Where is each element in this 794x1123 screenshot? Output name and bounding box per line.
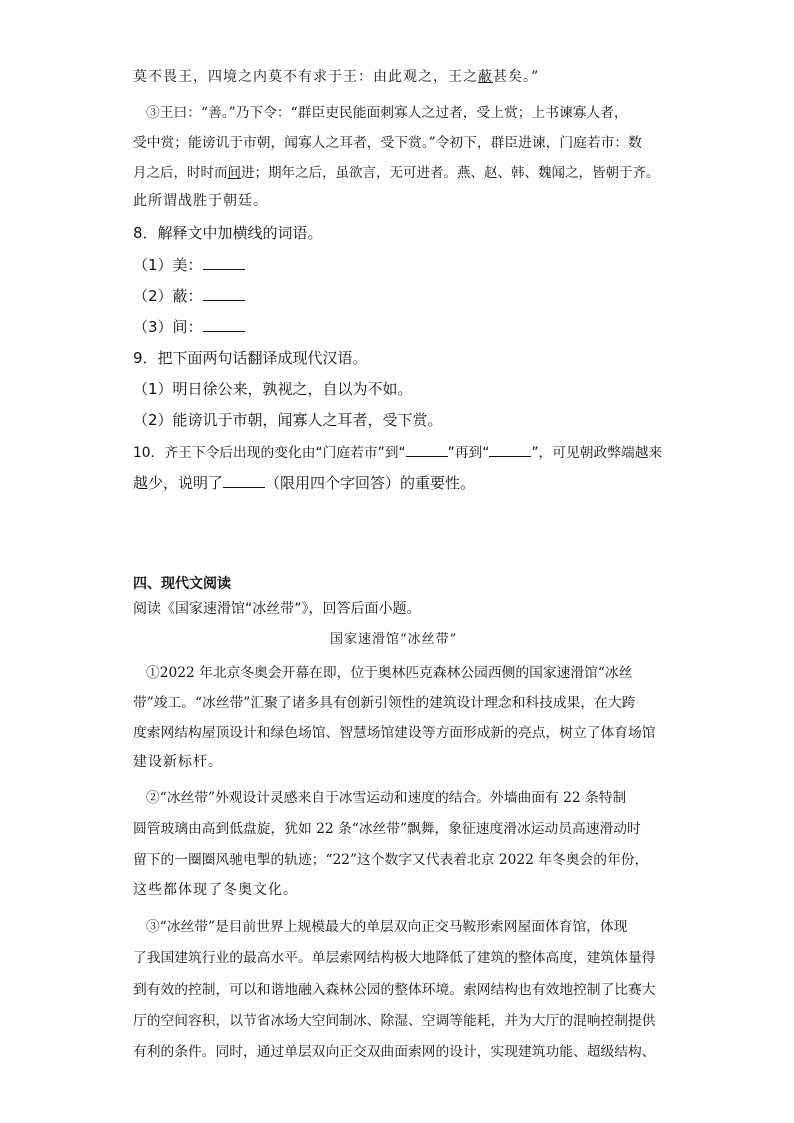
question-text: ”再到“ (447, 445, 490, 461)
question-10-line-1 (133, 441, 662, 461)
article-p3-line-1: ③“冰丝带”是目前世界上规模最大的单层双向正交马鞍形索网屋面体育馆，体现 (146, 919, 628, 935)
passage-line-4 (133, 161, 660, 181)
article-p2-line-4: 这些都体现了冬奥文化。 (133, 882, 298, 898)
passage-text: 进；期年之后，虽欲言，无可进者。燕、赵、韩、魏闻之，皆朝于齐。 (241, 165, 660, 181)
passage-line-3: 受中赏；能谤讥于市朝，闻寡人之耳者，受下赏。”令初下，群臣进谏，门庭若市：数 (133, 135, 642, 151)
passage-text: 甚矣。” (493, 69, 540, 85)
article-p2-line-3: 留下的一圈圈风驰电掣的轨迹；“22”这个数字又代表着北京 2022 年冬奥会的年份， (133, 852, 649, 868)
article-p2-line-2: 圆管玻璃由高到低盘旋，犹如 22 条“冰丝带”飘舞，象征速度滑冰运动员高速滑动时 (133, 821, 641, 837)
section-heading: 四、现代文阅读 (133, 576, 231, 592)
question-text: ”，可见朝政弊端越来 (531, 445, 663, 461)
passage-line-5: 此所谓战胜于朝廷。 (133, 193, 268, 209)
passage-text: 莫不畏王，四境之内莫不有求于王：由此观之，王之 (133, 69, 478, 85)
answer-blank[interactable] (203, 255, 245, 270)
item-label: （2）蔽： (133, 287, 203, 305)
passage-line-1 (133, 66, 539, 86)
article-p1-line-1: ①2022 年北京冬奥会开幕在即，位于奥林匹克森林公园西侧的国家速滑馆“冰丝 (146, 665, 633, 681)
passage-line-2: ③王曰：“善。”乃下令：“群臣吏民能面刺寡人之过者，受上赏；上书谏寡人者， (146, 105, 628, 121)
article-p3-line-2: 了我国建筑行业的最高水平。单层索网结构极大地降低了建筑的整体高度，建筑体量得 (133, 950, 656, 966)
answer-blank[interactable] (223, 473, 265, 488)
article-p3-line-5: 有利的条件。同时，通过单层双向正交双曲面索网的设计，实现建筑功能、超级结构、 (133, 1044, 656, 1060)
section-instruction: 阅读《国家速滑馆“冰丝带”》，回答后面小题。 (133, 601, 421, 617)
question-8-item-3 (133, 316, 245, 337)
item-label: （3）间： (133, 318, 203, 336)
article-p1-line-2: 带”竣工。“冰丝带”汇聚了诸多具有创新引领性的建筑设计理念和科技成果，在大跨 (133, 695, 636, 711)
passage-text: 月之后，时时而 (133, 165, 228, 181)
answer-blank[interactable] (406, 442, 448, 457)
question-9-item-2: （2）能谤讥于市朝，闻寡人之耳者，受下赏。 (133, 411, 443, 429)
question-8-stem: 8．解释文中加横线的词语。 (133, 224, 323, 242)
article-p3-line-3: 到有效的控制，可以和谐地融入森林公园的整体环境。索网结构也有效地控制了比赛大 (133, 982, 656, 998)
answer-blank[interactable] (203, 286, 245, 301)
article-p1-line-3: 度索网结构屋顶设计和绿色场馆、智慧场馆建设等方面形成新的亮点，树立了体育场馆 (133, 725, 656, 741)
article-p2-line-1: ②“冰丝带”外观设计灵感来自于冰雪运动和速度的结合。外墙曲面有 22 条特制 (146, 790, 627, 806)
question-text: 越少，说明了 (133, 474, 224, 492)
underlined-word-jian: 间 (227, 165, 241, 181)
answer-blank[interactable] (489, 442, 531, 457)
question-8-item-2 (133, 285, 245, 306)
question-9-stem: 9．把下面两句话翻译成现代汉语。 (133, 349, 368, 367)
question-8-item-1 (133, 254, 245, 275)
question-text: 10．齐王下令后出现的变化由“门庭若市”到“ (133, 445, 406, 461)
article-title: 国家速滑馆“冰丝带” (330, 632, 458, 647)
underlined-word-bi: 蔽 (478, 69, 493, 85)
item-label: （1）美： (133, 256, 203, 274)
question-text: （限用四个字回答）的重要性。 (265, 474, 476, 492)
answer-blank[interactable] (203, 317, 245, 332)
article-p3-line-4: 厅的空间容积，以节省冰场大空间制冰、除湿、空调等能耗，并为大厅的混响控制提供 (133, 1013, 656, 1029)
article-p1-line-4: 建设新标杆。 (133, 754, 223, 770)
question-9-item-1: （1）明日徐公来，孰视之，自以为不如。 (133, 380, 413, 398)
question-10-line-2 (133, 472, 475, 493)
